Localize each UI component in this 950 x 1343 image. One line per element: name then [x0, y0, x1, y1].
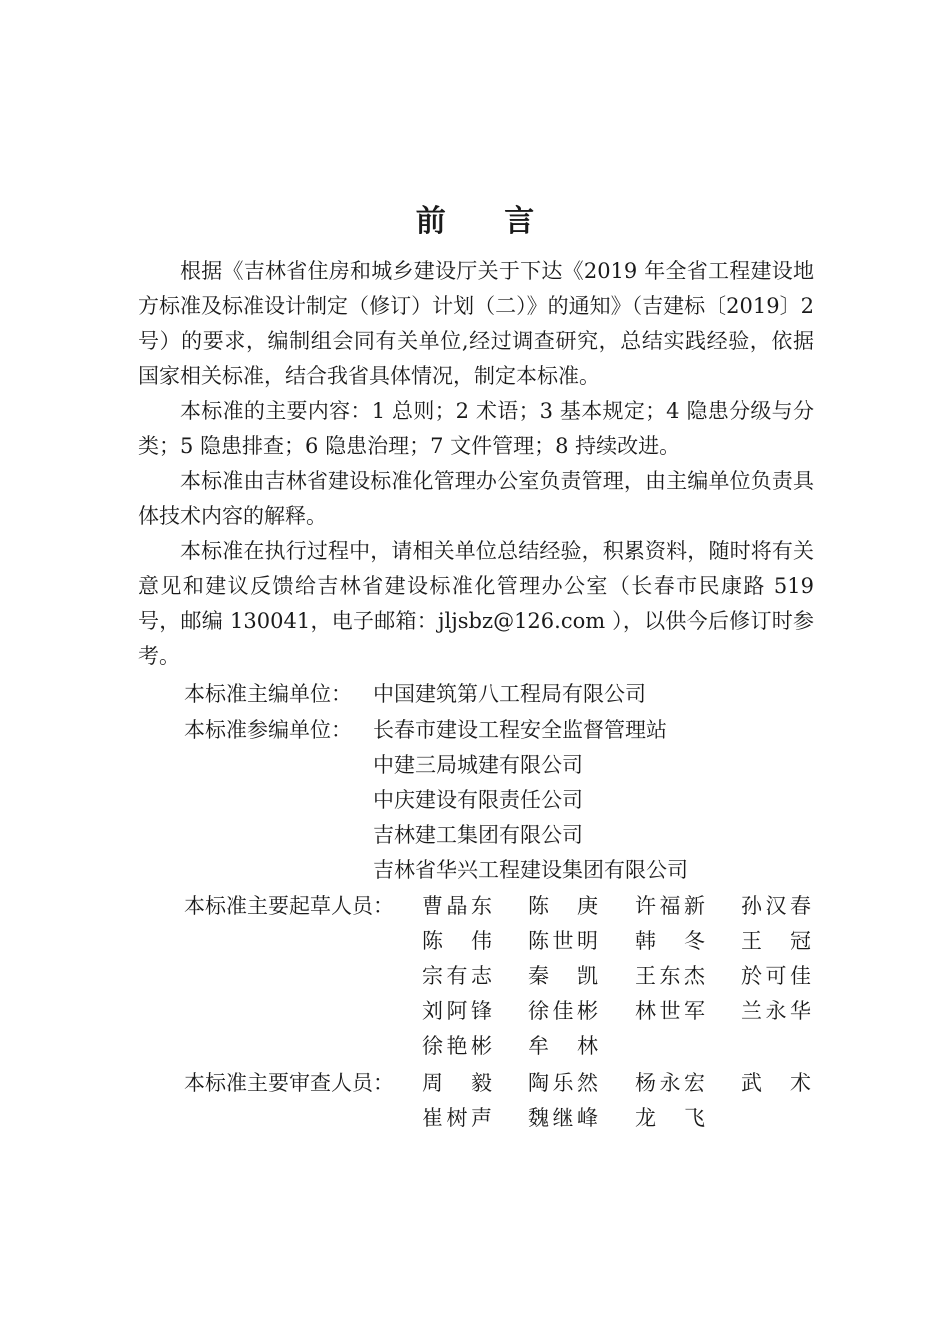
drafters-row: [138, 994, 814, 1029]
reviewers-label: 本标准主要审查人员：: [184, 1071, 394, 1095]
chief-unit-row: [138, 677, 814, 712]
drafter-name: 王东杰: [635, 964, 705, 988]
reviewer-name: 杨永宏: [635, 1071, 705, 1095]
drafters-row: [138, 959, 814, 994]
participating-unit: 吉林建工集团有限公司: [373, 823, 583, 847]
reviewers-row: [138, 1101, 814, 1136]
paragraph-contents: 本标准的主要内容：1 总则；2 术语；3 基本规定；4 隐患分级与分类；5 隐患排查；6 隐患治理；7 文件管理；8 持续改进。: [138, 399, 814, 458]
drafter-name: 宗有志: [422, 964, 492, 988]
drafter-name: 徐艳彬: [422, 1034, 492, 1058]
chief-unit-block: [138, 677, 814, 712]
drafter-name: 韩 冬: [635, 929, 705, 953]
drafter-name: 曹晶东: [422, 894, 492, 918]
participating-unit-row: [138, 783, 814, 818]
reviewer-name: 龙 飞: [635, 1106, 705, 1130]
drafter-name: 秦 凯: [528, 964, 598, 988]
participating-unit: 中庆建设有限责任公司: [373, 788, 583, 812]
reviewers-row: [138, 1066, 814, 1101]
drafter-name: 徐佳彬: [528, 999, 598, 1023]
drafter-name: 牟 林: [528, 1034, 598, 1058]
drafter-name: 王 冠: [741, 929, 811, 953]
drafter-name: 林世军: [635, 999, 705, 1023]
reviewer-name: 周 毅: [422, 1071, 492, 1095]
drafter-name: 陈 伟: [422, 929, 492, 953]
drafter-name: 於可佳: [741, 964, 811, 988]
participating-unit-row: [138, 818, 814, 853]
page-title: 前 言: [415, 204, 559, 239]
participating-unit-row: [138, 713, 814, 748]
participating-unit: 吉林省华兴工程建设集团有限公司: [373, 858, 688, 882]
drafters-block: [138, 889, 814, 1064]
drafter-name: 孙汉春: [741, 894, 811, 918]
participating-units-block: [138, 713, 814, 888]
drafter-name: 陈世明: [528, 929, 598, 953]
reviewer-name: 武 术: [741, 1071, 811, 1095]
drafter-name: 许福新: [635, 894, 705, 918]
participating-units-label: 本标准参编单位：: [184, 718, 352, 742]
chief-unit-value: 中国建筑第八工程局有限公司: [373, 682, 646, 706]
drafters-row: [138, 924, 814, 959]
drafters-label: 本标准主要起草人员：: [184, 894, 394, 918]
participating-unit: 中建三局城建有限公司: [373, 753, 583, 777]
drafter-name: 兰永华: [741, 999, 811, 1023]
drafters-row: [138, 889, 814, 924]
reviewer-name: 崔树声: [422, 1106, 492, 1130]
participating-unit-row: [138, 748, 814, 783]
reviewer-name: 陶乐然: [528, 1071, 598, 1095]
reviewer-name: 魏继峰: [528, 1106, 598, 1130]
paragraph-basis: 根据《吉林省住房和城乡建设厅关于下达《2019 年全省工程建设地方标准及标准设计制定（修订）计划（二）》的通知》（吉建标〔2019〕2 号）的要求，编制组会同有关单位,经过调查研究，总结实践经验，依据国家相关标准，结合我省具体情况，制定本标准。: [138, 259, 814, 388]
paragraph-management: 本标准由吉林省建设标准化管理办公室负责管理，由主编单位负责具体技术内容的解释。: [138, 469, 814, 528]
drafters-row: [138, 1029, 814, 1064]
chief-unit-label: 本标准主编单位：: [184, 682, 352, 706]
drafter-name: 刘阿锋: [422, 999, 492, 1023]
drafter-name: 陈 庚: [528, 894, 598, 918]
reviewers-block: [138, 1066, 814, 1136]
preface-body: [138, 254, 814, 674]
participating-unit-row: [138, 853, 814, 888]
participating-unit: 长春市建设工程安全监督管理站: [373, 718, 667, 742]
paragraph-feedback: 本标准在执行过程中，请相关单位总结经验，积累资料，随时将有关意见和建议反馈给吉林省建设标准化管理办公室（长春市民康路 519 号，邮编 130041，电子邮箱：jljsbz@126.com ），以供今后修订时参考。: [138, 539, 814, 668]
